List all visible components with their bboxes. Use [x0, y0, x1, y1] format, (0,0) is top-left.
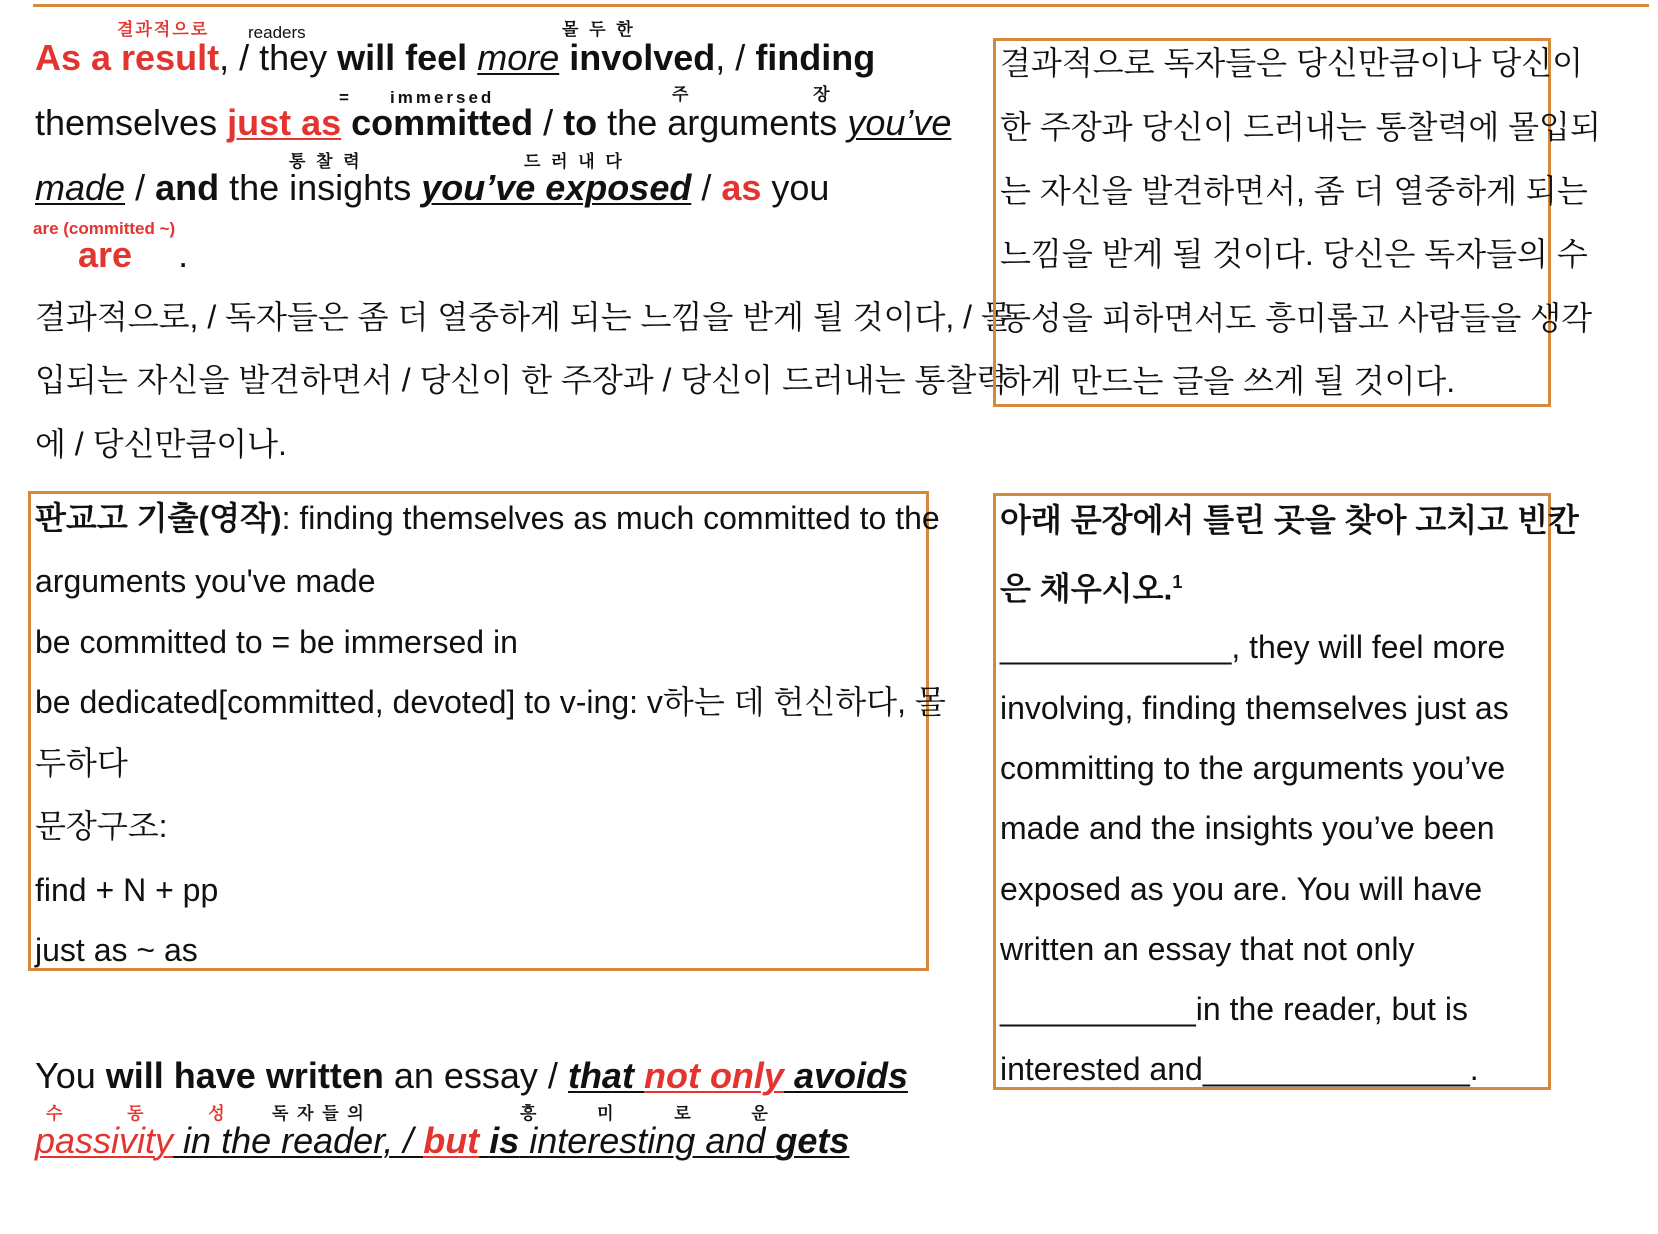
annotation-passivity: 수 동 성 [46, 1104, 255, 1123]
annotation-interesting: 흥 미 로 운 [520, 1104, 796, 1123]
word-finding: finding [755, 37, 876, 78]
exercise-title-text: 은 채우시오. [1000, 570, 1173, 607]
exercise-line-3: committing to the arguments you’ve [1000, 750, 1506, 786]
note-line-5: 두하다 [35, 745, 128, 781]
text: . [178, 234, 189, 275]
top-rule [33, 4, 1649, 7]
passage-line-3 [35, 168, 829, 208]
footnote-mark: 1 [1172, 572, 1183, 592]
translation-box-line-6: 하게 만드는 글을 쓰게 될 것이다. [1000, 363, 1456, 399]
text: the insights [219, 167, 422, 208]
text: You [35, 1055, 106, 1096]
annotation-readers: readers [248, 23, 306, 42]
text: / [533, 102, 564, 143]
text [559, 37, 569, 78]
translation-line-3: 에 / 당신만큼이나. [35, 426, 287, 462]
translation-box-line-1: 결과적으로 독자들은 당신만큼이나 당신이 [1000, 45, 1584, 81]
annotation-insight: 통 찰 력 [289, 152, 363, 171]
text [467, 37, 477, 78]
text [479, 1120, 489, 1161]
passage-line-1 [35, 38, 875, 78]
word-avoids: avoids [793, 1055, 909, 1096]
annotation-are-committed: are (committed ~) [33, 219, 176, 238]
text: / [691, 167, 722, 208]
phrase-as-a-result: As a result [35, 37, 220, 78]
word-gets: gets [775, 1120, 850, 1161]
annotation-result: 결과적으로 [117, 20, 210, 39]
word-are: are [78, 234, 133, 275]
translation-box-line-4: 느낌을 받게 될 것이다. 당신은 독자들의 수 [1000, 236, 1588, 272]
text: an essay / [383, 1055, 568, 1096]
note-line-6: 문장구조: [35, 808, 168, 844]
translation-box-line-5: 동성을 피하면서도 흥미롭고 사람들을 생각 [1000, 300, 1592, 336]
word-but: but [423, 1120, 480, 1161]
note-line-1 [35, 498, 940, 538]
phrase-just-as: just as [227, 102, 342, 143]
word-to: to [563, 102, 598, 143]
note-line-3: be committed to = be immersed in [35, 624, 518, 660]
translation-box-line-2: 한 주장과 당신이 드러내는 통찰력에 몰입되 [1000, 109, 1601, 145]
text: the arguments [597, 102, 848, 143]
annotation-equals: = [339, 88, 351, 107]
text: interesting and [519, 1120, 776, 1161]
exercise-line-2: involving, finding themselves just as [1000, 690, 1509, 726]
annotation-argument: 주 장 [672, 85, 890, 104]
exercise-line-1: _____________, they will feel more [1000, 629, 1506, 665]
text [784, 1055, 794, 1096]
phrase-will-feel: will feel [337, 37, 468, 78]
text [341, 102, 351, 143]
text [634, 1055, 644, 1096]
phrase-will-have-written: will have written [105, 1055, 384, 1096]
text: themselves [35, 102, 228, 143]
word-youve: you’ve [847, 102, 952, 143]
note-line-4: be dedicated[committed, devoted] to v-ing: v하는 데 헌신하다, 몰 [35, 684, 946, 720]
text: you [761, 167, 830, 208]
word-more: more [477, 37, 560, 78]
exercise-title-line-1: 아래 문장에서 틀린 곳을 찾아 고치고 빈칸 [1000, 502, 1579, 538]
phrase-not-only: not only [643, 1055, 784, 1096]
text: in the reader, / [173, 1120, 424, 1161]
passage-line-4 [78, 235, 188, 275]
word-is: is [489, 1120, 520, 1161]
translation-line-2: 입되는 자신을 발견하면서 / 당신이 한 주장과 / 당신이 드러내는 통찰력 [35, 362, 1008, 398]
exercise-line-8: interested and_______________. [1000, 1051, 1479, 1087]
exercise-title-line-2 [1000, 562, 1182, 609]
note-box [28, 491, 946, 971]
note-heading: 판교고 기출(영작) [35, 500, 282, 536]
annotation-immersed: immersed [390, 88, 495, 107]
annotation-immersed-ko: 몰 두 한 [562, 20, 636, 39]
annotation-of-readers: 독 자 들 의 [272, 1104, 366, 1123]
bottom-line-1 [35, 1056, 908, 1096]
exercise-box [993, 493, 1579, 1090]
phrase-youve-exposed: you’ve exposed [421, 167, 692, 208]
word-passivity: passivity [35, 1120, 174, 1161]
text: : finding themselves as much committed to the [281, 500, 940, 536]
exercise-line-4: made and the insights you’ve been [1000, 810, 1495, 846]
bottom-line-2 [35, 1121, 849, 1161]
word-as: as [721, 167, 762, 208]
exercise-line-7: ___________in the reader, but is [1000, 991, 1468, 1027]
word-involved: involved [569, 37, 716, 78]
word-and: and [155, 167, 220, 208]
note-line-7: find + N + pp [35, 872, 219, 908]
translation-box-line-3: 는 자신을 발견하면서, 좀 더 열중하게 되는 [1000, 173, 1588, 209]
exercise-line-6: written an essay that not only [1000, 931, 1415, 967]
translation-box [993, 38, 1601, 407]
note-line-8: just as ~ as [35, 932, 198, 968]
word-committed: committed [351, 102, 534, 143]
text: , / they [219, 37, 338, 78]
annotation-expose: 드 러 내 다 [524, 152, 625, 171]
note-line-2: arguments you've made [35, 563, 376, 599]
word-that: that [567, 1055, 634, 1096]
passage-line-2 [35, 103, 951, 143]
word-made: made [35, 167, 126, 208]
translation-line-1: 결과적으로, / 독자들은 좀 더 열중하게 되는 느낌을 받게 될 것이다, / 몰 [35, 299, 1012, 335]
text: , / [715, 37, 756, 78]
exercise-line-5: exposed as you are. You will have [1000, 871, 1483, 907]
text: / [125, 167, 156, 208]
